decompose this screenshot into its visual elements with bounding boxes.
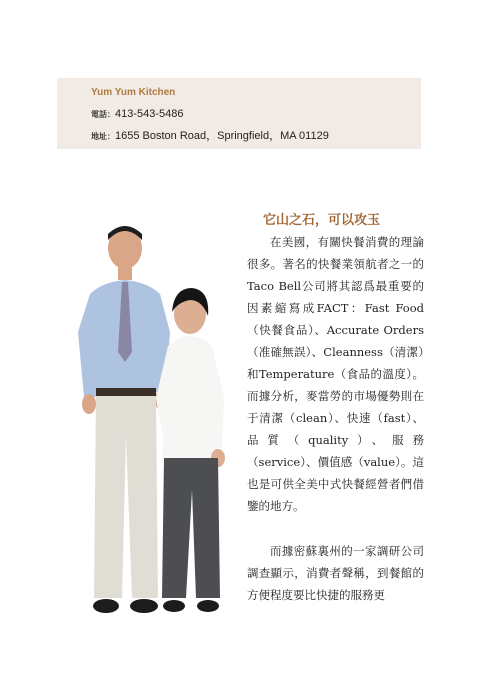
man-figure <box>78 226 170 613</box>
phone-label: 電話： <box>91 109 115 119</box>
article-title: 它山之石，可以攻玉 <box>263 213 381 228</box>
address-line <box>91 127 329 143</box>
phone-line <box>91 107 184 120</box>
address-text: 1655 Boston Road，Springfield，MA 01129 <box>115 130 329 142</box>
owners-photo <box>72 222 242 622</box>
address-label: 地址： <box>91 131 115 141</box>
contact-info-box <box>57 78 421 149</box>
phone-number: 413-543-5486 <box>115 108 184 120</box>
article-paragraph-2: 而據密蘇裏州的一家調研公司調查顯示，消費者聲稱，到餐館的方便程度要比快捷的服務更 <box>247 544 424 602</box>
business-name: Yum Yum Kitchen <box>91 87 176 98</box>
article-paragraph-1: 在美國，有關快餐消費的理論很多。著名的快餐業領航者之一的Taco Bell公司將其認爲最重要的因素縮寫成FACT：Fast Food（快餐食品）、Accurate Orders（准確無誤）、Cleanness（清潔）和Temperature（食品的溫度）。而據分析，麥當勞的市場優勢則在于清潔（clean）、快速（fast）、品質（quality）、服務（service）、價值感（value）。這也是可供全美中式快餐經營者們借鑒的地方。 <box>247 235 424 513</box>
